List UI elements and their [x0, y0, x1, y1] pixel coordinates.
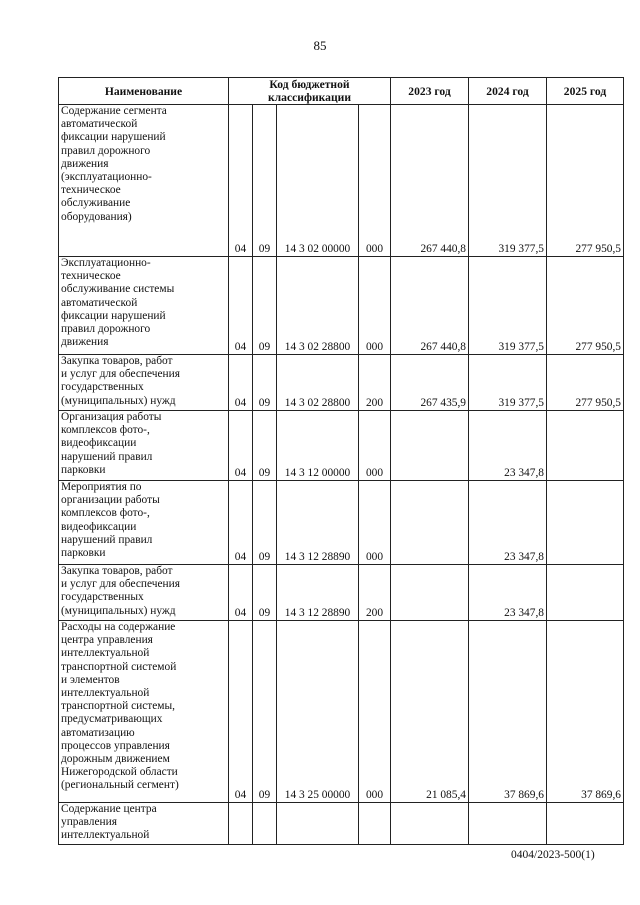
amount-2023: 267 435,9	[391, 355, 469, 411]
row-name-line: комплексов фото-,	[61, 507, 150, 520]
header-name: Наименование	[59, 78, 229, 105]
row-name-line: Закупка товаров, работ	[61, 565, 173, 577]
row-name-line: движения	[61, 157, 109, 170]
expense-kind-code: 000	[359, 411, 391, 481]
row-name-line: и элементов	[61, 673, 120, 686]
amount-2024: 23 347,8	[469, 411, 547, 481]
row-name-line: парковки	[61, 547, 106, 560]
amount-2023: 267 440,8	[391, 257, 469, 355]
row-name-line: и услуг для обеспечения	[61, 578, 180, 591]
target-article-code: 14 3 02 00000	[277, 105, 359, 257]
row-name-line: Организация работы	[61, 411, 162, 423]
row-name-line: автоматической	[61, 296, 138, 309]
subsection-code: 09	[253, 411, 277, 481]
table-row	[59, 355, 624, 411]
row-name-line: Нижегородской области	[61, 766, 178, 779]
expense-kind-code: 000	[359, 257, 391, 355]
row-name-line: видеофиксации	[61, 520, 137, 533]
amount-2025: 37 869,6	[547, 621, 624, 803]
row-name-line: фиксации нарушений	[61, 131, 166, 144]
target-article-code: 14 3 25 00000	[277, 621, 359, 803]
row-name-line: интеллектуальной	[61, 647, 150, 660]
amount-2025	[547, 565, 624, 621]
amount-2025	[547, 803, 624, 845]
amount-2023: 267 440,8	[391, 105, 469, 257]
row-name	[59, 803, 229, 845]
target-article-code: 14 3 12 00000	[277, 411, 359, 481]
table-row	[59, 481, 624, 565]
row-name-line: фиксации нарушений	[61, 309, 166, 322]
row-name-line: Содержание сегмента	[61, 105, 167, 117]
row-name-line: правил дорожного	[61, 323, 151, 336]
table-row	[59, 411, 624, 481]
header-year-2024: 2024 год	[469, 78, 547, 105]
document-code: 0404/2023-500(1)	[511, 849, 595, 861]
row-name-line: предусматривающих	[61, 713, 163, 726]
row-name	[59, 105, 229, 257]
row-name-line: управления	[61, 816, 117, 829]
row-name	[59, 411, 229, 481]
section-code: 04	[229, 257, 253, 355]
target-article-code	[277, 803, 359, 845]
section-code: 04	[229, 565, 253, 621]
row-name-line: техническое	[61, 270, 121, 283]
target-article-code: 14 3 12 28890	[277, 481, 359, 565]
section-code: 04	[229, 411, 253, 481]
amount-2024: 319 377,5	[469, 257, 547, 355]
table-row	[59, 105, 624, 257]
row-name-line: оборудования)	[61, 210, 132, 223]
row-name-line: Содержание центра	[61, 803, 157, 815]
table-header-row	[59, 78, 624, 105]
amount-2025: 277 950,5	[547, 355, 624, 411]
row-name-line: движения	[61, 336, 109, 349]
expense-kind-code: 200	[359, 565, 391, 621]
header-year-2023: 2023 год	[391, 78, 469, 105]
row-name-line: видеофиксации	[61, 437, 137, 450]
amount-2024: 319 377,5	[469, 355, 547, 411]
amount-2025	[547, 411, 624, 481]
row-name-line: автоматизацию	[61, 726, 135, 739]
row-name	[59, 565, 229, 621]
row-name-line: (муниципальных) нужд	[61, 604, 176, 617]
subsection-code: 09	[253, 565, 277, 621]
amount-2024: 37 869,6	[469, 621, 547, 803]
row-name-line: комплексов фото-,	[61, 424, 150, 437]
amount-2024: 319 377,5	[469, 105, 547, 257]
row-name-line: Эксплуатационно-	[61, 257, 151, 269]
row-name-line: обслуживание системы	[61, 283, 175, 296]
row-name-line: интеллектуальной	[61, 829, 150, 842]
row-name-line: Расходы на содержание	[61, 621, 176, 633]
subsection-code	[253, 803, 277, 845]
row-name-line: нарушений правил	[61, 450, 153, 463]
amount-2025: 277 950,5	[547, 257, 624, 355]
row-name-line: интеллектуальной	[61, 687, 150, 700]
amount-2024: 23 347,8	[469, 481, 547, 565]
expense-kind-code	[359, 803, 391, 845]
row-name-line: техническое	[61, 184, 121, 197]
section-code	[229, 803, 253, 845]
amount-2024: 23 347,8	[469, 565, 547, 621]
row-name-line: транспортной системы,	[61, 700, 176, 713]
amount-2024	[469, 803, 547, 845]
row-name-line: (эксплуатационно-	[61, 171, 152, 184]
amount-2023	[391, 481, 469, 565]
row-name-line: организации работы	[61, 494, 160, 507]
expense-kind-code: 200	[359, 355, 391, 411]
amount-2023	[391, 565, 469, 621]
budget-table	[58, 77, 624, 845]
table-body	[59, 105, 624, 845]
section-code: 04	[229, 481, 253, 565]
row-name-line: государственных	[61, 591, 144, 604]
section-code: 04	[229, 621, 253, 803]
row-name	[59, 257, 229, 355]
amount-2023: 21 085,4	[391, 621, 469, 803]
row-name-line: дорожным движением	[61, 753, 170, 766]
table-row	[59, 621, 624, 803]
amount-2025: 277 950,5	[547, 105, 624, 257]
table-row	[59, 257, 624, 355]
table-row	[59, 803, 624, 845]
row-name-line: нарушений правил	[61, 533, 153, 546]
header-year-2025: 2025 год	[547, 78, 624, 105]
section-code: 04	[229, 105, 253, 257]
expense-kind-code: 000	[359, 621, 391, 803]
subsection-code: 09	[253, 621, 277, 803]
row-name-line: Мероприятия по	[61, 481, 142, 493]
row-name-line: транспортной системой	[61, 660, 177, 673]
row-name	[59, 621, 229, 803]
row-name-line: автоматической	[61, 118, 138, 131]
target-article-code: 14 3 12 28890	[277, 565, 359, 621]
row-name-line: (региональный сегмент)	[61, 779, 179, 792]
subsection-code: 09	[253, 257, 277, 355]
amount-2023	[391, 803, 469, 845]
row-name-line: (муниципальных) нужд	[61, 394, 176, 407]
section-code: 04	[229, 355, 253, 411]
table-row	[59, 565, 624, 621]
row-name-line: центра управления	[61, 634, 153, 647]
row-name-line: парковки	[61, 463, 106, 476]
subsection-code: 09	[253, 105, 277, 257]
amount-2023	[391, 411, 469, 481]
row-name-line: обслуживание	[61, 197, 131, 210]
subsection-code: 09	[253, 481, 277, 565]
row-name-line: и услуг для обеспечения	[61, 368, 180, 381]
row-name	[59, 355, 229, 411]
row-name-line: Закупка товаров, работ	[61, 355, 173, 367]
page-number: 85	[313, 38, 327, 53]
expense-kind-code: 000	[359, 481, 391, 565]
row-name-line: государственных	[61, 381, 144, 394]
target-article-code: 14 3 02 28800	[277, 355, 359, 411]
row-name-line: процессов управления	[61, 739, 170, 752]
row-name	[59, 481, 229, 565]
expense-kind-code: 000	[359, 105, 391, 257]
header-budget-code: Код бюджетной классификации	[229, 78, 391, 105]
subsection-code: 09	[253, 355, 277, 411]
target-article-code: 14 3 02 28800	[277, 257, 359, 355]
amount-2025	[547, 481, 624, 565]
row-name-line: правил дорожного	[61, 144, 151, 157]
